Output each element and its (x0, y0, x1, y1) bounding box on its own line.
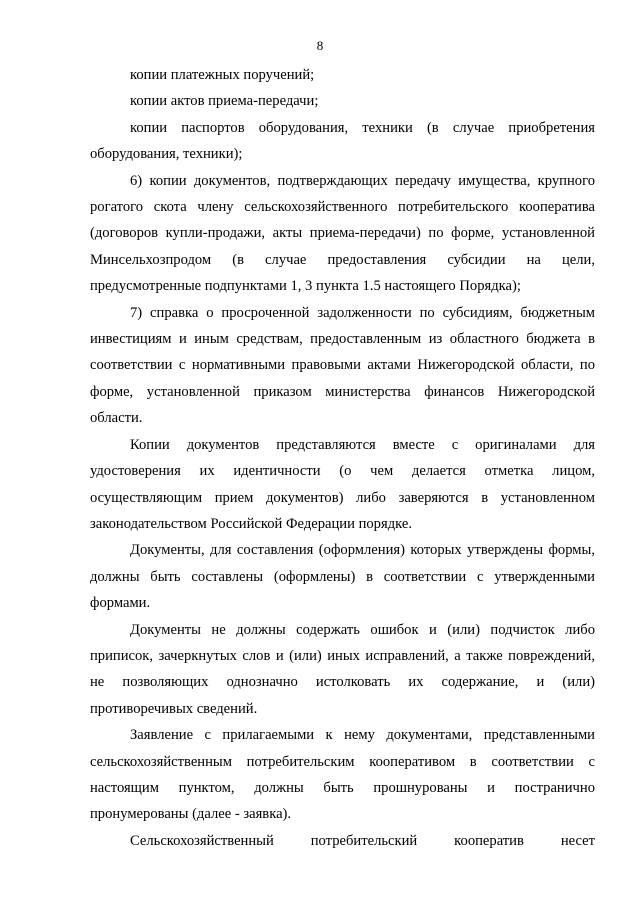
paragraph-copies: Копии документов представляются вместе с оригиналами для удостоверения их идентичности (о чем делается отметка лицом, осуществляющим прием документов) либо заверяются в установленном законодательством Российской Федерации порядке. (90, 436, 595, 532)
paragraph-transfer-acts: копии актов приема-передачи; (130, 93, 319, 110)
paragraph-application: Заявление с прилагаемыми к нему документами, представленными сельскохозяйственным потребительским кооперативом в соответствии с настоящим пунктом, должны быть прошнурованы и постранично пронумерованы (далее - заявка). (90, 727, 595, 823)
page-number: 8 (316, 38, 324, 53)
paragraph-forms: Документы, для составления (оформления) которых утверждены формы, должны быть составлены (оформлены) в соответствии с утвержденными формами. (90, 542, 595, 612)
paragraph-cooperative-responsibility: Сельскохозяйственный потребительский кооператив несет (130, 832, 595, 849)
paragraph-payment-orders: копии платежных поручений; (130, 67, 315, 83)
paragraph-no-errors: Документы не должны содержать ошибок и (или) подчисток либо приписок, зачеркнутых слов и (или) иных исправлений, а также повреждений, не позволяющих однозначно истолковать их содержание, и (или) противоречивых сведений. (90, 621, 595, 717)
paragraph-item-6: 6) копии документов, подтверждающих передачу имущества, крупного рогатого скота члену сельскохозяйственного потребительского кооператива (договоров купли-продажи, акты приема-передачи) по форме, установленной Минсельхозпродом (в случае предоставления субсидии на цели, предусмотренные подпунктами 1, 3 пункта 1.5 настоящего Порядка); (90, 172, 595, 295)
paragraph-equipment-passports: копии паспортов оборудования, техники (в случае приобретения оборудования, техники); (90, 119, 595, 163)
paragraph-item-7: 7) справка о просроченной задолженности по субсидиям, бюджетным инвестициям и иным средствам, предоставленным из областного бюджета в соответствии с нормативными правовыми актами Нижегородской области, по форме, установленной приказом министерства финансов Нижегородской области. (90, 304, 595, 427)
document-body (90, 62, 595, 854)
